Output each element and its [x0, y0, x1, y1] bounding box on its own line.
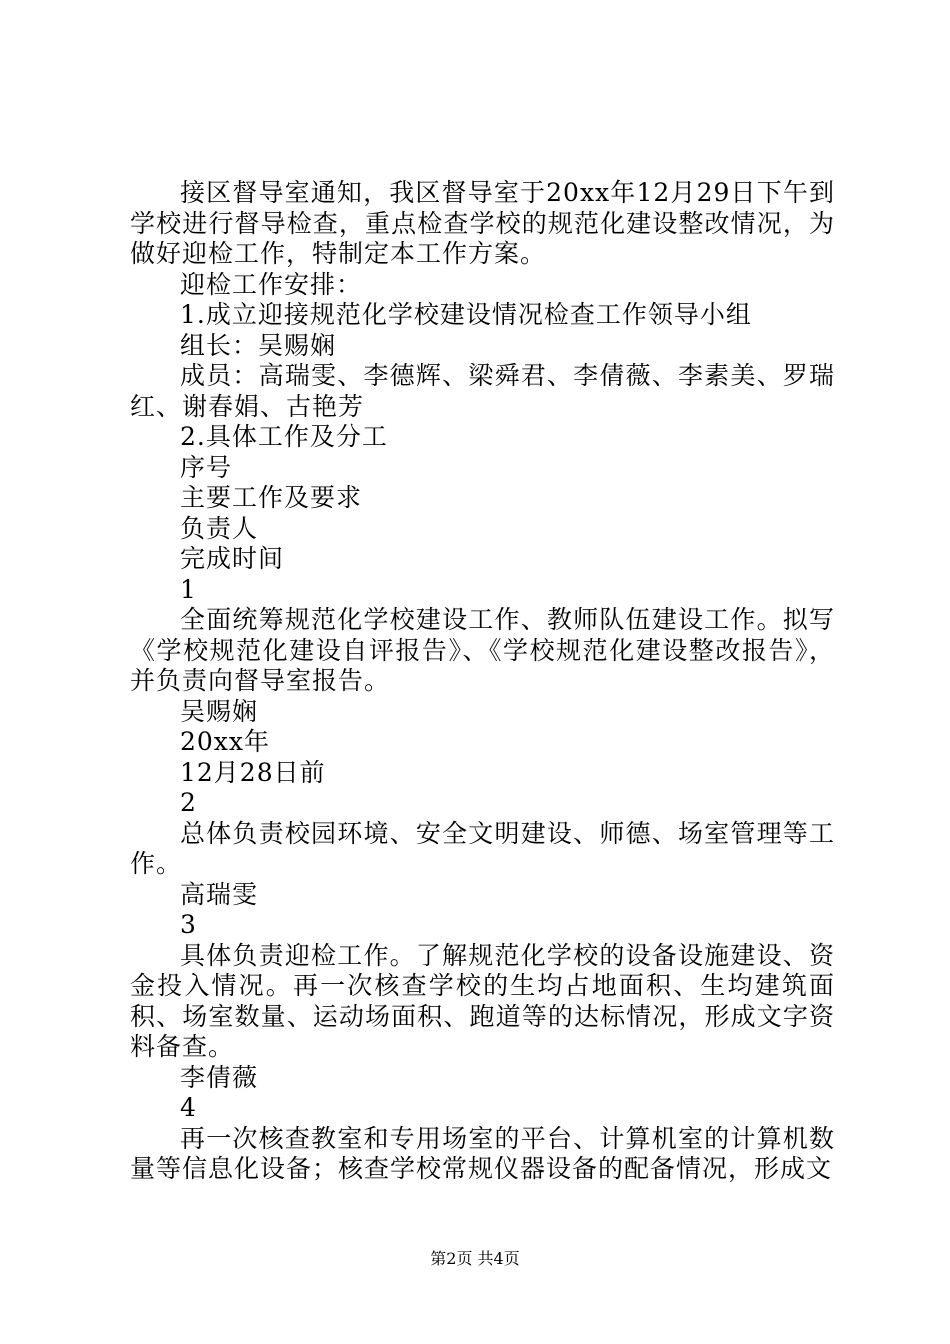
document-body: [130, 178, 835, 1185]
paragraph: 具体负责迎检工作。了解规范化学校的设备设施建设、资金投入情况。再一次核查学校的生均占地面积、生均建筑面积、场室数量、运动场面积、跑道等的达标情况，形成文字资料备查。: [130, 940, 835, 1061]
paragraph: 3: [180, 910, 197, 939]
paragraph: 2: [180, 788, 197, 817]
paragraph: 20xx年: [180, 727, 271, 756]
paragraph: 主要工作及要求: [180, 483, 363, 512]
paragraph: 总体负责校园环境、安全文明建设、师德、场室管理等工作。: [130, 818, 835, 878]
paragraph: 再一次核查教室和专用场室的平台、计算机室的计算机数量等信息化设备；核查学校常规仪器设备的配备情况，形成文: [130, 1123, 835, 1183]
paragraph: 全面统筹规范化学校建设工作、教师队伍建设工作。拟写《学校规范化建设自评报告》、《学校规范化建设整改报告》，并负责向督导室报告。: [130, 605, 835, 695]
paragraph: 12月28日前: [180, 757, 326, 787]
paragraph: 4: [180, 1093, 197, 1122]
paragraph: 成员：高瑞雯、李德辉、梁舜君、李倩薇、李素美、罗瑞红、谢春娟、古艳芳: [130, 361, 835, 421]
paragraph: 李倩薇: [180, 1062, 259, 1092]
page-number-footer: 第2页 共4页: [430, 1249, 520, 1268]
paragraph: 组长：吴赐娴: [180, 330, 337, 360]
paragraph: 高瑞雯: [180, 879, 259, 909]
paragraph: 负责人: [180, 513, 259, 543]
paragraph: 1: [180, 574, 197, 604]
paragraph: 吴赐娴: [180, 696, 259, 726]
paragraph: 迎检工作安排：: [180, 269, 363, 299]
paragraph: 完成时间: [180, 544, 285, 573]
paragraph: 1.成立迎接规范化学校建设情况检查工作领导小组: [180, 300, 752, 329]
paragraph: 序号: [180, 452, 233, 482]
paragraph: 接区督导室通知，我区督导室于20xx年12月29日下午到学校进行督导检查，重点检查学校的规范化建设整改情况，为做好迎检工作，特制定本工作方案。: [130, 178, 835, 268]
paragraph: 2.具体工作及分工: [180, 422, 388, 451]
